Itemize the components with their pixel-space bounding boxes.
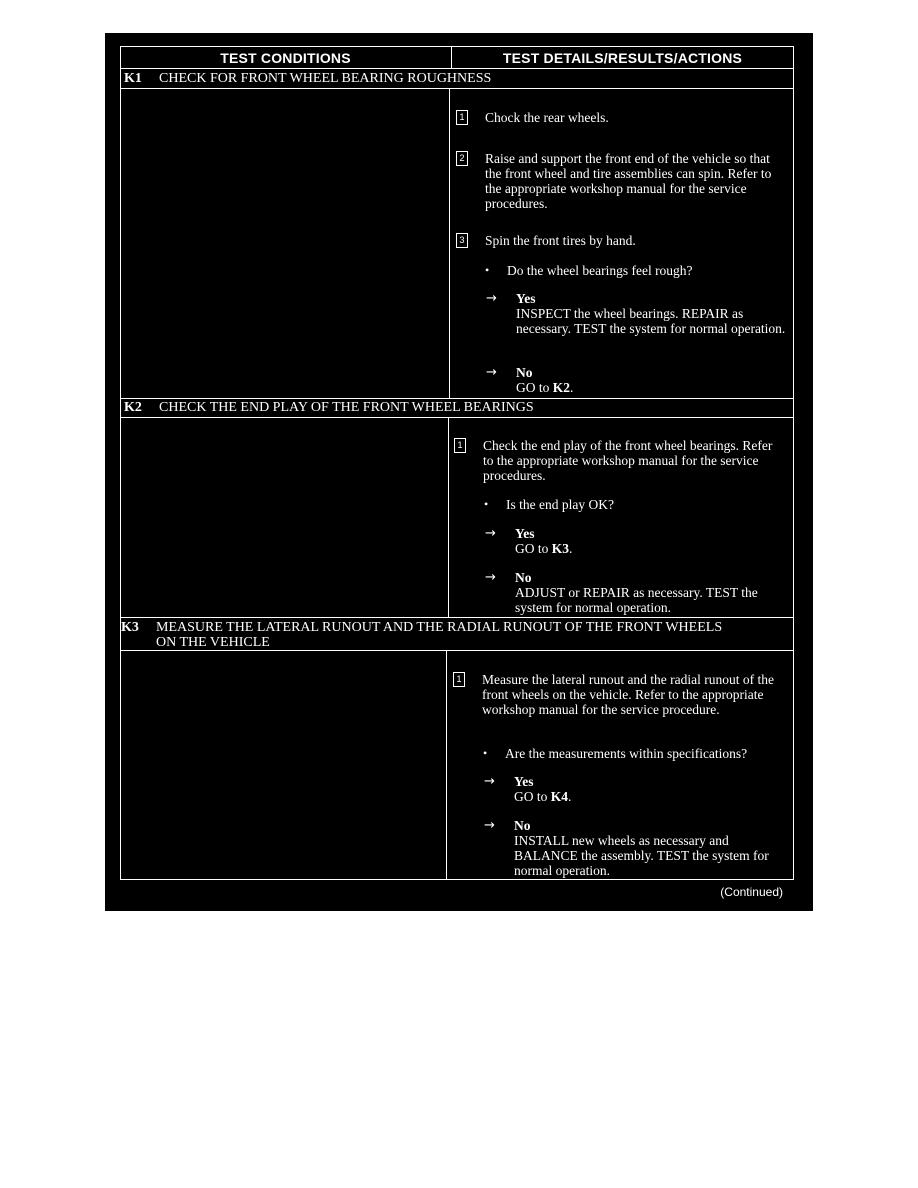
- section-k3-header: [121, 620, 791, 650]
- header-test-details: TEST DETAILS/RESULTS/ACTIONS: [502, 50, 743, 66]
- answer-label: Yes: [516, 291, 536, 306]
- answer-action: INSPECT the wheel bearings. REPAIR as necessary. TEST the system for normal operation.: [516, 306, 786, 336]
- step-number-box: 1: [453, 672, 465, 687]
- section-k2-code: K2: [124, 400, 142, 415]
- k3-divider: [446, 650, 447, 880]
- answer-action: GO to K3.: [515, 541, 573, 556]
- k2-step-1: [454, 438, 786, 486]
- step-text: Spin the front tires by hand.: [485, 233, 636, 248]
- k3-rule: [120, 650, 794, 651]
- answer-action: GO to K2.: [516, 380, 574, 395]
- k2-rule: [120, 417, 794, 418]
- header-rule: [120, 68, 794, 69]
- step-text: Raise and support the front end of the vehicle so that the front wheel and tire assemblies can spin. Refer to the appropriate workshop manual for the service procedures.: [485, 151, 772, 211]
- arrow-right-icon: →: [484, 818, 495, 833]
- goto-code: K3: [551, 541, 570, 556]
- arrow-right-icon: →: [486, 365, 497, 380]
- bullet-icon: •: [484, 497, 489, 511]
- step-text: Measure the lateral runout and the radial runout of the front wheels on the vehicle. Refer to the appropriate workshop manual for the service procedure.: [482, 672, 775, 717]
- section-k1-header: [124, 71, 784, 87]
- header-test-conditions: TEST CONDITIONS: [220, 50, 351, 66]
- k3-answer-no: [484, 818, 784, 880]
- k1-answer-yes: [486, 291, 786, 353]
- answer-action: ADJUST or REPAIR as necessary. TEST the system for normal operation.: [515, 585, 758, 615]
- k2-question: • Is the end play OK?: [484, 497, 614, 512]
- k1-answer-no: [486, 365, 786, 397]
- k3-step-1: [453, 672, 787, 734]
- k1-step-1: [456, 110, 786, 126]
- k1-step-3: [456, 233, 786, 249]
- answer-label: No: [515, 570, 532, 585]
- arrow-right-icon: →: [485, 570, 496, 585]
- k3-answer-yes: [484, 774, 784, 806]
- step-number-box: 3: [456, 233, 468, 248]
- k2-answer-yes: [485, 526, 785, 558]
- bullet-icon: •: [483, 746, 488, 760]
- goto-code: K4: [550, 789, 569, 804]
- step-text: Chock the rear wheels.: [485, 110, 609, 125]
- k1-divider: [449, 88, 450, 398]
- continued-label: (Continued): [720, 885, 783, 899]
- answer-action: INSTALL new wheels as necessary and BALANCE the assembly. TEST the system for normal operation.: [514, 833, 769, 878]
- section-k3-code: K3: [121, 620, 139, 635]
- step-text: Check the end play of the front wheel bearings. Refer to the appropriate workshop manual for the service procedures.: [483, 438, 773, 483]
- section-k1-code: K1: [124, 71, 142, 86]
- k3-top-rule: [120, 617, 794, 618]
- k1-question: • Do the wheel bearings feel rough?: [485, 263, 693, 278]
- k2-top-rule: [120, 398, 794, 399]
- k3-question: • Are the measurements within specifications?: [483, 746, 748, 761]
- answer-label: No: [516, 365, 533, 380]
- step-number-box: 1: [454, 438, 466, 453]
- arrow-right-icon: →: [485, 526, 496, 541]
- step-number-box: 1: [456, 110, 468, 125]
- section-k3-title-line2: ON THE VEHICLE: [156, 635, 270, 650]
- goto-code: K2: [552, 380, 571, 395]
- diagnostic-page: [105, 33, 813, 911]
- answer-action: GO to K4.: [514, 789, 572, 804]
- k1-step-2: [456, 151, 786, 213]
- section-k2-title: CHECK THE END PLAY OF THE FRONT WHEEL BEARINGS: [159, 400, 534, 415]
- section-k2-header: [124, 400, 784, 416]
- section-k3-title-line1: MEASURE THE LATERAL RUNOUT AND THE RADIAL RUNOUT OF THE FRONT WHEELS: [156, 620, 723, 635]
- k2-answer-no: [485, 570, 785, 617]
- answer-label: Yes: [515, 526, 535, 541]
- k2-divider: [448, 417, 449, 617]
- answer-label: Yes: [514, 774, 534, 789]
- arrow-right-icon: →: [484, 774, 495, 789]
- answer-label: No: [514, 818, 531, 833]
- step-number-box: 2: [456, 151, 468, 166]
- k1-rule: [120, 88, 794, 89]
- header-divider: [451, 46, 452, 69]
- section-k1-title: CHECK FOR FRONT WHEEL BEARING ROUGHNESS: [159, 71, 492, 86]
- arrow-right-icon: →: [486, 291, 497, 306]
- bullet-icon: •: [485, 263, 490, 277]
